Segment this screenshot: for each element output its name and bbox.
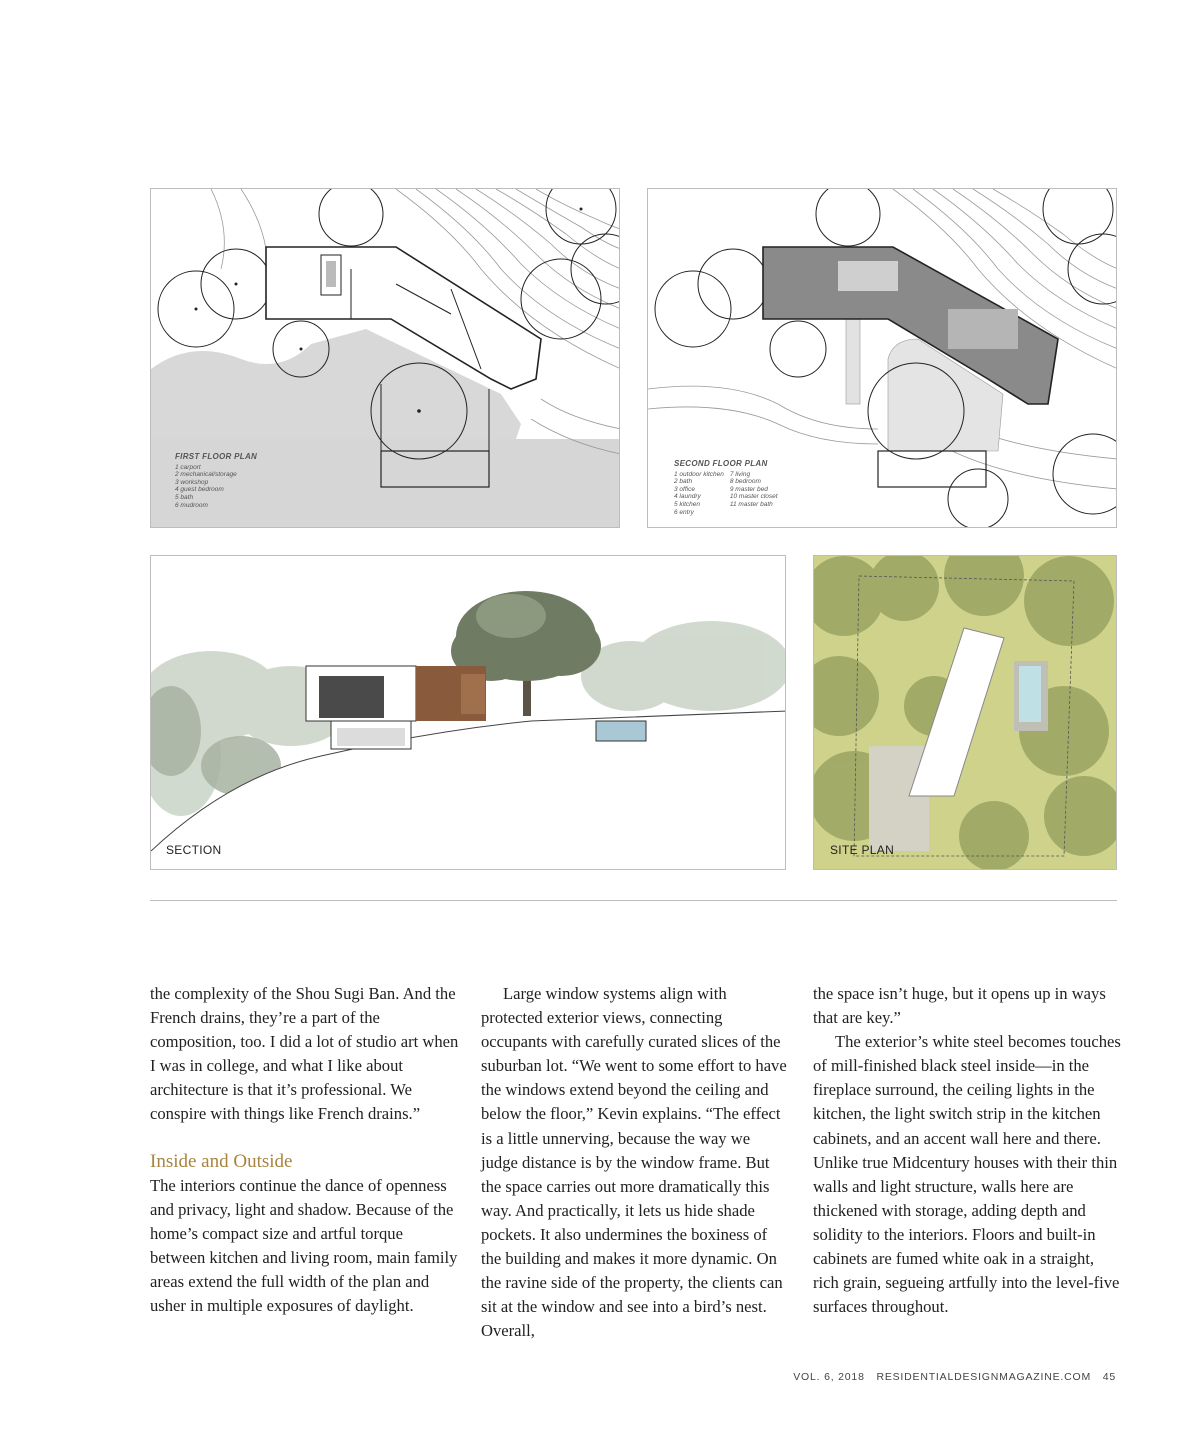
section-drawing: [151, 556, 786, 870]
site-plan-figure: [813, 555, 1117, 870]
column-2-paragraph-1: Large window systems align with protected exterior views, connecting occupants with carefully curated slices of the suburban lot. “We went to some effort to have the windows extend beyond the ceiling and below the floor,” Kevin explains. “The effect is a little unnerving, because the way we judge distance is by the window frame. But the space carries out more dramatically this way. And practically, it lets us hide shade pockets. It also undermines the boxiness of the building and makes it more dynamic. On the ravine side of the property, the clients can sit at the window and see into a bird’s nest. Overall,: [481, 984, 787, 1341]
second-floor-room-9: 9 master bed: [729, 485, 768, 493]
second-floor-room-2: 2 bath: [674, 478, 693, 486]
second-floor-room-11: 11 master bath: [729, 500, 773, 508]
second-floor-plan-figure: [647, 188, 1117, 528]
second-floor-legend: [674, 460, 778, 516]
second-floor-room-6: 6 entry: [674, 508, 694, 516]
first-floor-room-3: 3 workshop: [175, 478, 209, 486]
site-plan-drawing: [814, 556, 1117, 870]
second-floor-room-4: 4 laundry: [674, 493, 701, 501]
footer-page-number: 45: [1102, 1371, 1116, 1383]
column-1-paragraph-1: the complexity of the Shou Sugi Ban. And the French drains, they’re a part of the composition, too. I did a lot of studio art when I was in college, and what I like about architecture is that it’s professional. We conspire with things like French drains.”: [150, 984, 459, 1124]
article-column-3: [813, 982, 1123, 1319]
divider-rule: [150, 900, 1117, 901]
footer-volume: VOL. 6, 2018: [793, 1371, 865, 1383]
first-floor-room-5: 5 bath: [175, 493, 194, 501]
second-floor-room-7: 7 living: [729, 470, 751, 478]
first-floor-room-1: 1 carport: [175, 463, 201, 471]
second-floor-room-8: 8 bedroom: [729, 478, 761, 486]
site-plan-label: SITE PLAN: [830, 843, 895, 857]
first-floor-room-2: 2 mechanical/storage: [175, 471, 237, 479]
column-1-paragraph-2: The interiors continue the dance of openness and privacy, light and shadow. Because of the home’s compact size and artful torque between kitchen and living room, main family areas extend the full width of the plan and usher in multiple exposures of daylight.: [150, 1175, 458, 1316]
second-floor-room-1: 1 outdoor kitchen: [674, 470, 724, 478]
first-floor-plan-figure: [150, 188, 620, 528]
article-column-2: [481, 982, 791, 1343]
page-footer: [700, 1371, 1116, 1383]
column-3-paragraph-2: The exterior’s white steel becomes touches of mill-finished black steel inside—in the fireplace surround, the ceiling lights in the kitchen, the light switch strip in the kitchen cabinets, and an accent wall here and there. Unlike true Midcentury houses with their thin walls and light structure, walls here are thickened with storage, adding depth and solidity to the interiors. Floors and built-in cabinets are fumed white oak in a straight, rich grain, segueing artfully into the level-five surfaces throughout.: [813, 1032, 1121, 1317]
second-floor-plan-title: SECOND FLOOR PLAN: [674, 459, 768, 468]
second-floor-room-10: 10 master closet: [729, 493, 778, 501]
first-floor-room-4: 4 guest bedroom: [175, 486, 224, 494]
first-floor-legend: [175, 453, 257, 509]
article-column-1: [150, 982, 460, 1318]
footer-site: RESIDENTIALDESIGNMAGAZINE.COM: [876, 1371, 1091, 1383]
section-figure: [150, 555, 786, 870]
second-floor-room-3: 3 office: [674, 485, 695, 493]
column-3-paragraph-1: the space isn’t huge, but it opens up in ways that are key.”: [813, 984, 1106, 1028]
second-floor-room-5: 5 kitchen: [674, 500, 701, 508]
first-floor-room-6: 6 mudroom: [175, 501, 208, 509]
subhead-inside-and-outside: Inside and Outside: [150, 1150, 293, 1172]
section-label: SECTION: [166, 843, 222, 857]
first-floor-plan-title: FIRST FLOOR PLAN: [175, 452, 258, 461]
